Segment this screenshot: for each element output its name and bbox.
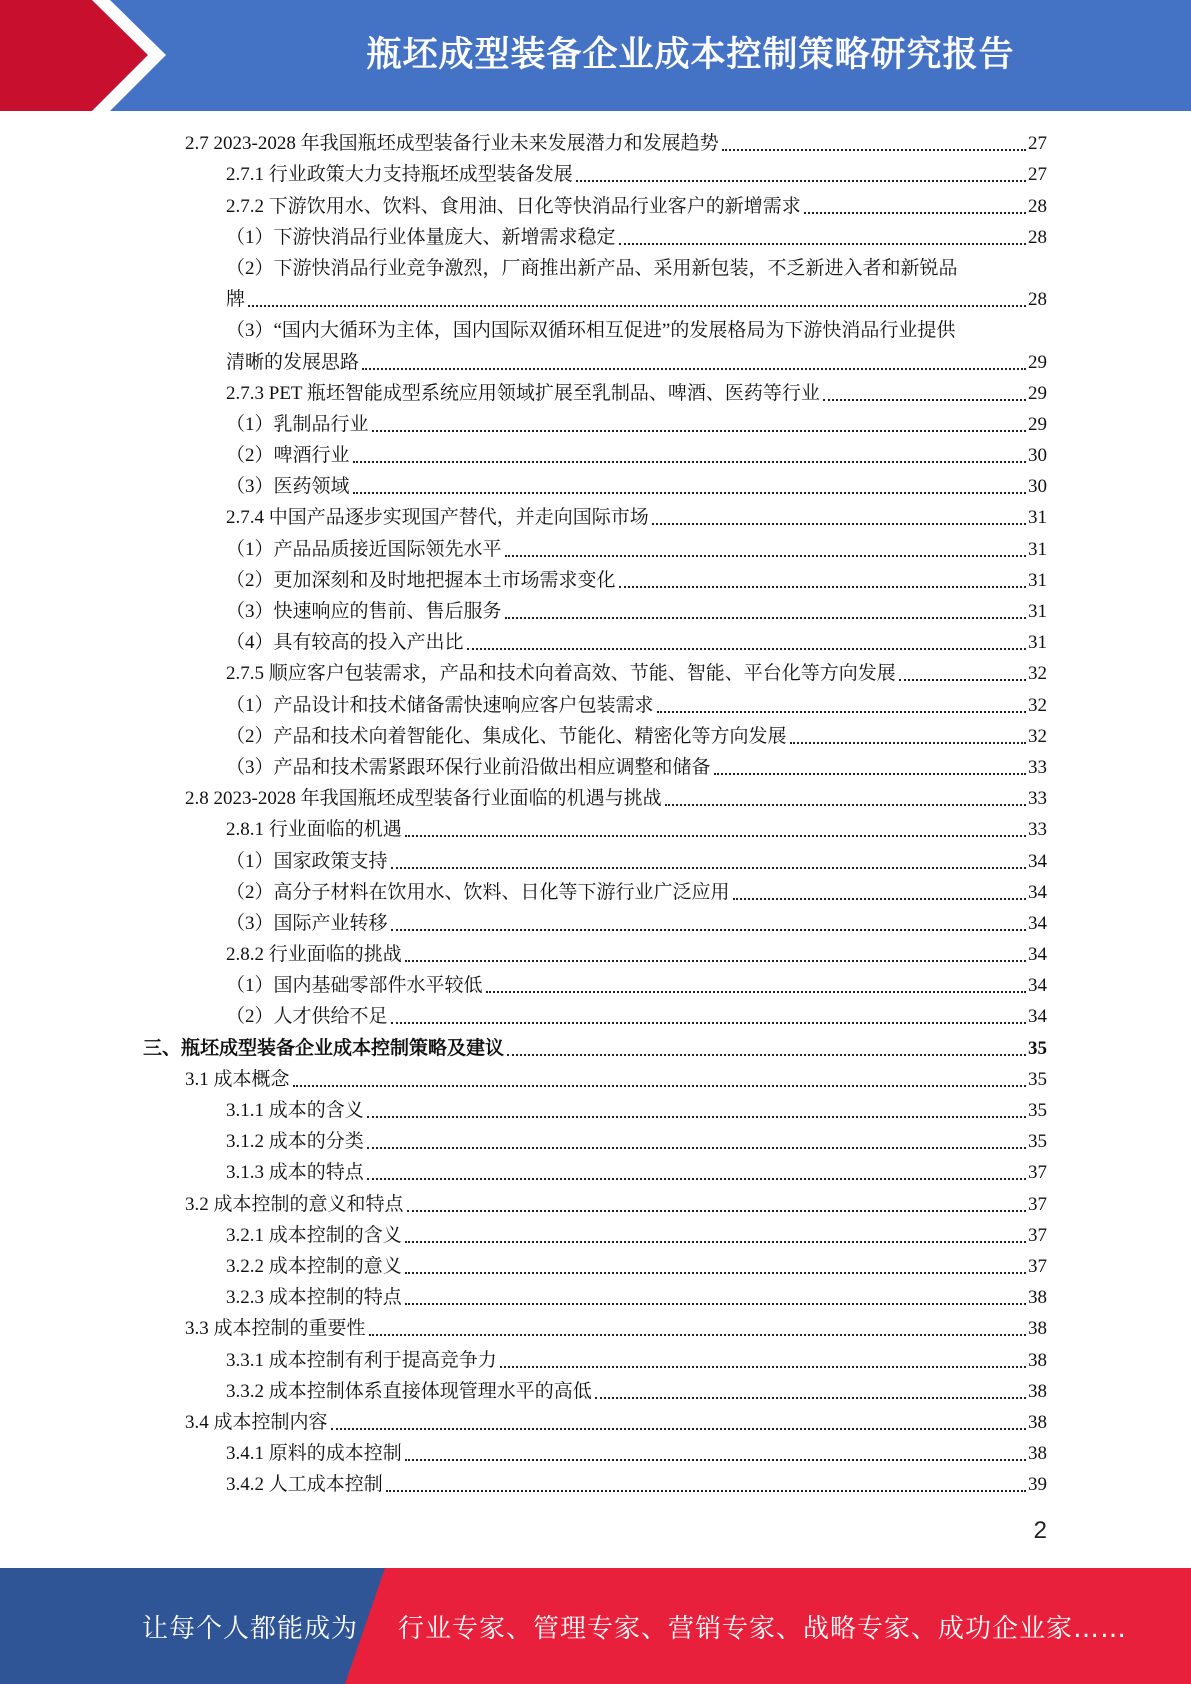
toc-entry-title: 3.4.1 原料的成本控制 [226,1443,402,1465]
toc-entry-page: 32 [1028,694,1047,716]
toc-entry[interactable] [0,1032,1191,1063]
toc-dot-leader [486,991,1026,993]
toc-entry-title: （2）更加深刻和及时地把握本土市场需求变化 [226,569,616,591]
toc-entry-page: 30 [1028,445,1047,467]
toc-entry-title: 2.7.4 中国产品逐步实现国产替代，并走向国际市场 [226,507,649,529]
toc-entry[interactable] [0,159,1191,190]
toc-dot-leader [367,1116,1026,1118]
toc-entry-page: 33 [1028,819,1047,841]
toc-dot-leader [391,1022,1026,1024]
header-arrow-decoration [0,0,240,111]
toc-entry-page: 27 [1028,164,1047,186]
toc-entry-title: 3.1 成本概念 [185,1068,290,1090]
toc-entry-title: 2.7.3 PET 瓶坯智能成型系统应用领域扩展至乳制品、啤酒、医药等行业 [226,382,820,404]
toc-dot-leader [248,305,1026,307]
toc-dot-leader [405,835,1026,837]
toc-entry[interactable] [0,471,1191,502]
toc-entry-title: 3.2.3 成本控制的特点 [226,1287,402,1309]
toc-dot-leader [331,1428,1026,1430]
toc-entry-title: （4）具有较高的投入产出比 [226,632,464,654]
toc-entry-page: 34 [1028,912,1047,934]
toc-entry-title: 3.4.2 人工成本控制 [226,1474,383,1496]
toc-entry-title: 3.2.1 成本控制的含义 [226,1224,402,1246]
toc-entry-title: 3.3.2 成本控制体系直接体现管理水平的高低 [226,1380,592,1402]
toc-entry-title: （2）产品和技术向着智能化、集成化、节能化、精密化等方向发展 [226,725,787,747]
toc-entry-page: 27 [1028,133,1047,155]
toc-entry[interactable] [0,1376,1191,1407]
toc-dot-leader [619,243,1026,245]
toc-entry[interactable] [0,627,1191,658]
toc-dot-leader [293,1085,1026,1087]
toc-entry-title: （3）医药领域 [226,476,350,498]
toc-dot-leader [576,180,1026,182]
toc-entry[interactable] [0,1344,1191,1375]
toc-entry-title: 牌 [226,289,246,311]
toc-entry[interactable] [0,253,1191,315]
toc-dot-leader [367,1147,1026,1149]
toc-entry[interactable] [0,440,1191,471]
toc-entry-page: 38 [1028,1287,1047,1309]
toc-entry-page: 28 [1028,195,1047,217]
page-number: 2 [1033,1517,1047,1544]
toc-entry-title-line1: （2）下游快消品行业竞争激烈，厂商推出新产品、采用新包装，不乏新进入者和新锐品 [226,257,958,279]
toc-entry[interactable] [0,970,1191,1001]
toc-entry[interactable] [0,658,1191,689]
toc-entry-title: 2.7.1 行业政策大力支持瓶坯成型装备发展 [226,164,573,186]
toc-entry-page: 34 [1028,975,1047,997]
toc-entry-page: 37 [1028,1255,1047,1277]
toc-entry-title: 2.7.2 下游饮用水、饮料、食用油、日化等快消品行业客户的新增需求 [226,195,801,217]
footer-slogan-left: 让每个人都能成为 [142,1613,359,1644]
toc-entry[interactable] [0,1469,1191,1500]
toc-dot-leader [657,711,1026,713]
toc-dot-leader [467,648,1026,650]
toc-entry[interactable] [0,845,1191,876]
toc-entry-title: （3）产品和技术需紧跟环保行业前沿做出相应调整和储备 [226,756,711,778]
toc-dot-leader [405,960,1026,962]
toc-entry-title: 3.2 成本控制的意义和特点 [185,1193,404,1215]
toc-entry[interactable] [0,190,1191,221]
toc-entry-page: 31 [1028,538,1047,560]
toc-entry[interactable] [0,1251,1191,1282]
toc-entry-title: 2.8.2 行业面临的挑战 [226,944,402,966]
toc-entry-page: 33 [1028,788,1047,810]
toc-dot-leader [505,555,1026,557]
toc-entry-page: 32 [1028,725,1047,747]
toc-entry[interactable] [0,1126,1191,1157]
toc-entry-title: 2.8 2023-2028 年我国瓶坯成型装备行业面临的机遇与挑战 [185,788,662,810]
toc-entry[interactable] [0,222,1191,253]
toc-entry-title: 2.8.1 行业面临的机遇 [226,819,402,841]
toc-entry-page: 39 [1028,1474,1047,1496]
toc-entry-page: 32 [1028,663,1047,685]
toc-dot-leader [652,523,1026,525]
toc-dot-leader [353,461,1026,463]
toc-entry[interactable] [0,1438,1191,1469]
toc-dot-leader [353,492,1026,494]
toc-entry-title: 3.1.1 成本的含义 [226,1100,364,1122]
toc-entry-page: 34 [1028,1006,1047,1028]
toc-entry-title: （3）快速响应的售前、售后服务 [226,601,502,623]
toc-entry-title: （3）国际产业转移 [226,912,388,934]
toc-entry-title: 3.1.2 成本的分类 [226,1131,364,1153]
toc-dot-leader [595,1397,1026,1399]
toc-entry[interactable] [0,1220,1191,1251]
toc-dot-leader [407,1210,1026,1212]
toc-entry-page: 28 [1028,289,1047,311]
toc-dot-leader [367,1178,1026,1180]
toc-entry[interactable] [0,752,1191,783]
toc-entry-page: 35 [1028,1131,1047,1153]
toc-entry[interactable] [0,814,1191,845]
toc-entry[interactable] [0,1157,1191,1188]
toc-entry[interactable] [0,1407,1191,1438]
toc-entry-title: 3.2.2 成本控制的意义 [226,1255,402,1277]
toc-dot-leader [714,773,1026,775]
toc-entry-title: （1）国家政策支持 [226,850,388,872]
toc-entry-title: （1）产品品质接近国际领先水平 [226,538,502,560]
toc-dot-leader [823,399,1026,401]
toc-entry-page: 38 [1028,1411,1047,1433]
toc-dot-leader [507,1054,1026,1056]
toc-entry-page: 35 [1028,1037,1047,1059]
report-title: 瓶坯成型装备企业成本控制策略研究报告 [366,35,1015,75]
toc-dot-leader [391,867,1026,869]
toc-dot-leader [733,898,1026,900]
toc-entry[interactable] [0,1313,1191,1344]
toc-entry[interactable] [0,533,1191,564]
toc-entry[interactable] [0,1064,1191,1095]
toc-entry-page: 35 [1028,1100,1047,1122]
toc-entry[interactable] [0,1282,1191,1313]
toc-entry-page: 37 [1028,1162,1047,1184]
toc-entry-title: 3.3.1 成本控制有利于提高竞争力 [226,1349,497,1371]
table-of-contents [0,128,1191,1500]
toc-dot-leader [405,1459,1026,1461]
toc-dot-leader [386,1490,1026,1492]
toc-entry[interactable] [0,939,1191,970]
toc-entry-page: 38 [1028,1349,1047,1371]
toc-entry[interactable] [0,596,1191,627]
toc-entry-title: 3.1.3 成本的特点 [226,1162,364,1184]
toc-entry-title: （1）产品设计和技术储备需快速响应客户包装需求 [226,694,654,716]
toc-entry-page: 38 [1028,1380,1047,1402]
toc-entry-title: 3.3 成本控制的重要性 [185,1318,366,1340]
toc-entry-page: 29 [1028,382,1047,404]
toc-dot-leader [369,1334,1026,1336]
toc-entry-page: 35 [1028,1068,1047,1090]
toc-entry-page: 30 [1028,476,1047,498]
toc-dot-leader [500,1366,1026,1368]
toc-entry-page: 33 [1028,756,1047,778]
toc-entry-title: （2）高分子材料在饮用水、饮料、日化等下游行业广泛应用 [226,881,730,903]
toc-entry-title-line1: （3）“国内大循环为主体，国内国际双循环相互促进”的发展格局为下游快消品行业提供 [226,320,956,342]
toc-dot-leader [790,742,1026,744]
toc-entry[interactable] [0,1188,1191,1219]
toc-dot-leader [362,368,1026,370]
toc-entry[interactable] [0,315,1191,377]
toc-dot-leader [405,1241,1026,1243]
toc-entry-page: 34 [1028,850,1047,872]
toc-dot-leader [804,212,1026,214]
toc-entry-title: （2）人才供给不足 [226,1006,388,1028]
toc-entry-page: 29 [1028,413,1047,435]
toc-entry-page: 37 [1028,1224,1047,1246]
toc-entry[interactable] [0,1095,1191,1126]
toc-entry-page: 28 [1028,226,1047,248]
toc-entry-page: 31 [1028,601,1047,623]
toc-entry[interactable] [0,783,1191,814]
toc-entry-page: 34 [1028,881,1047,903]
toc-entry[interactable] [0,565,1191,596]
footer-slogan-right: 行业专家、管理专家、营销专家、战略专家、成功企业家…… [398,1613,1128,1644]
toc-entry[interactable] [0,877,1191,908]
toc-entry-title: 2.7.5 顺应客户包装需求，产品和技术向着高效、节能、智能、平台化等方向发展 [226,663,896,685]
toc-entry[interactable] [0,128,1191,159]
toc-dot-leader [372,430,1026,432]
toc-dot-leader [619,586,1026,588]
toc-entry-title: 3.4 成本控制内容 [185,1411,328,1433]
toc-entry-page: 31 [1028,632,1047,654]
page-header [0,0,1191,111]
toc-dot-leader [899,679,1026,681]
toc-entry[interactable] [0,378,1191,409]
toc-entry-page: 31 [1028,569,1047,591]
toc-entry-page: 38 [1028,1318,1047,1340]
toc-entry-title: （1）国内基础零部件水平较低 [226,975,483,997]
page-footer [0,1568,1191,1684]
toc-entry[interactable] [0,689,1191,720]
toc-entry[interactable] [0,721,1191,752]
toc-entry-page: 38 [1028,1443,1047,1465]
toc-entry-page: 34 [1028,944,1047,966]
toc-entry-title: 三、瓶坯成型装备企业成本控制策略及建议 [143,1037,505,1059]
toc-entry-title: 清晰的发展思路 [226,351,360,373]
toc-entry-title: （2）啤酒行业 [226,445,350,467]
toc-entry-page: 29 [1028,351,1047,373]
toc-entry-title: 2.7 2023-2028 年我国瓶坯成型装备行业未来发展潜力和发展趋势 [185,133,719,155]
toc-entry[interactable] [0,1001,1191,1032]
toc-entry-title: （1）下游快消品行业体量庞大、新增需求稳定 [226,226,616,248]
toc-entry[interactable] [0,502,1191,533]
toc-dot-leader [391,929,1026,931]
toc-entry-title: （1）乳制品行业 [226,413,369,435]
toc-entry[interactable] [0,908,1191,939]
toc-entry-page: 37 [1028,1193,1047,1215]
toc-dot-leader [665,804,1026,806]
toc-dot-leader [405,1303,1026,1305]
toc-entry-page: 31 [1028,507,1047,529]
toc-entry[interactable] [0,409,1191,440]
toc-dot-leader [405,1272,1026,1274]
toc-dot-leader [505,617,1026,619]
toc-dot-leader [722,149,1026,151]
